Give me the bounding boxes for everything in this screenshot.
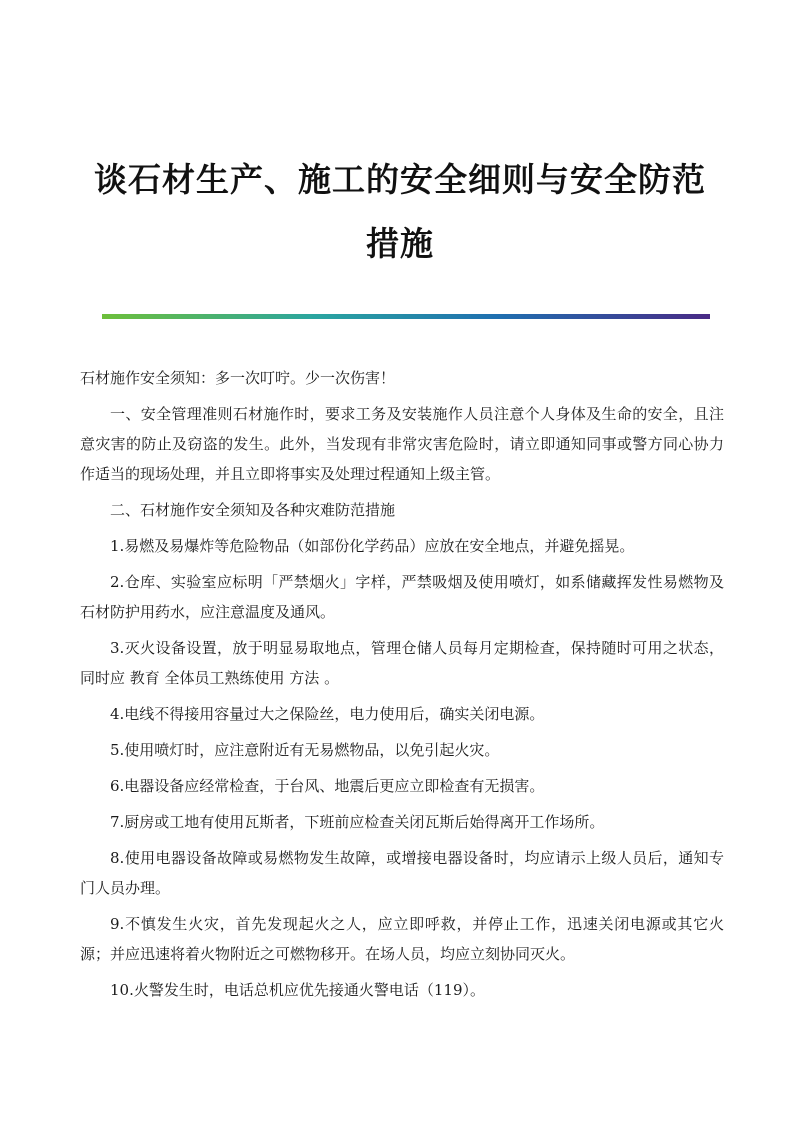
list-item-5: 5.使用喷灯时，应注意附近有无易燃物品，以免引起火灾。 xyxy=(110,741,500,759)
list-item-1: 1.易燃及易爆炸等危险物品（如部份化学药品）应放在安全地点，并避免摇晃。 xyxy=(110,537,635,555)
paragraph-section-heading: 二、石材施作安全须知及各种灾难防范措施 xyxy=(110,501,396,519)
list-item-7: 7.厨房或工地有使用瓦斯者，下班前应检查关闭瓦斯后始得离开工作场所。 xyxy=(110,813,605,831)
list-item-4: 4.电线不得接用容量过大之保险丝，电力使用后，确实关闭电源。 xyxy=(110,705,545,723)
list-item-9: 9.不慎发生火灾，首先发现起火之人，应立即呼救，并停止工作，迅速关闭电源或其它火源；并应迅速将着火物附近之可燃物移开。在场人员，均应立刻协同灭火。 xyxy=(80,915,724,963)
paragraph-safety-rules: 一、安全管理准则石材施作时，要求工务及安装施作人员注意个人身体及生命的安全，且注意灾害的防止及窃盗的发生。此外，当发现有非常灾害危险时，请立即通知同事或警方同心协力作适当的现场处理，并且立即将事实及处理过程通知上级主管。 xyxy=(80,405,724,483)
intro-paragraph: 石材施作安全须知：多一次叮咛。少一次伤害！ xyxy=(80,369,396,387)
title-divider xyxy=(102,314,710,319)
list-item-10: 10.火警发生时，电话总机应优先接通火警电话（119）。 xyxy=(110,981,485,999)
document-body xyxy=(80,363,724,1011)
list-item-2: 2.仓库、实验室应标明「严禁烟火」字样，严禁吸烟及使用喷灯，如系储藏挥发性易燃物及石材防护用药水，应注意温度及通风。 xyxy=(80,573,724,621)
list-item-8: 8.使用电器设备故障或易燃物发生故障，或增接电器设备时，均应请示上级人员后，通知专门人员办理。 xyxy=(80,849,724,897)
document-title: 谈石材生产、施工的安全细则与安全防范措施 xyxy=(94,160,706,263)
list-item-6: 6.电器设备应经常检查，于台风、地震后更应立即检查有无损害。 xyxy=(110,777,545,795)
list-item-3: 3.灭火设备设置，放于明显易取地点，管理仓储人员每月定期检查，保持随时可用之状态，同时应 教育 全体员工熟练使用 方法 。 xyxy=(80,639,724,687)
